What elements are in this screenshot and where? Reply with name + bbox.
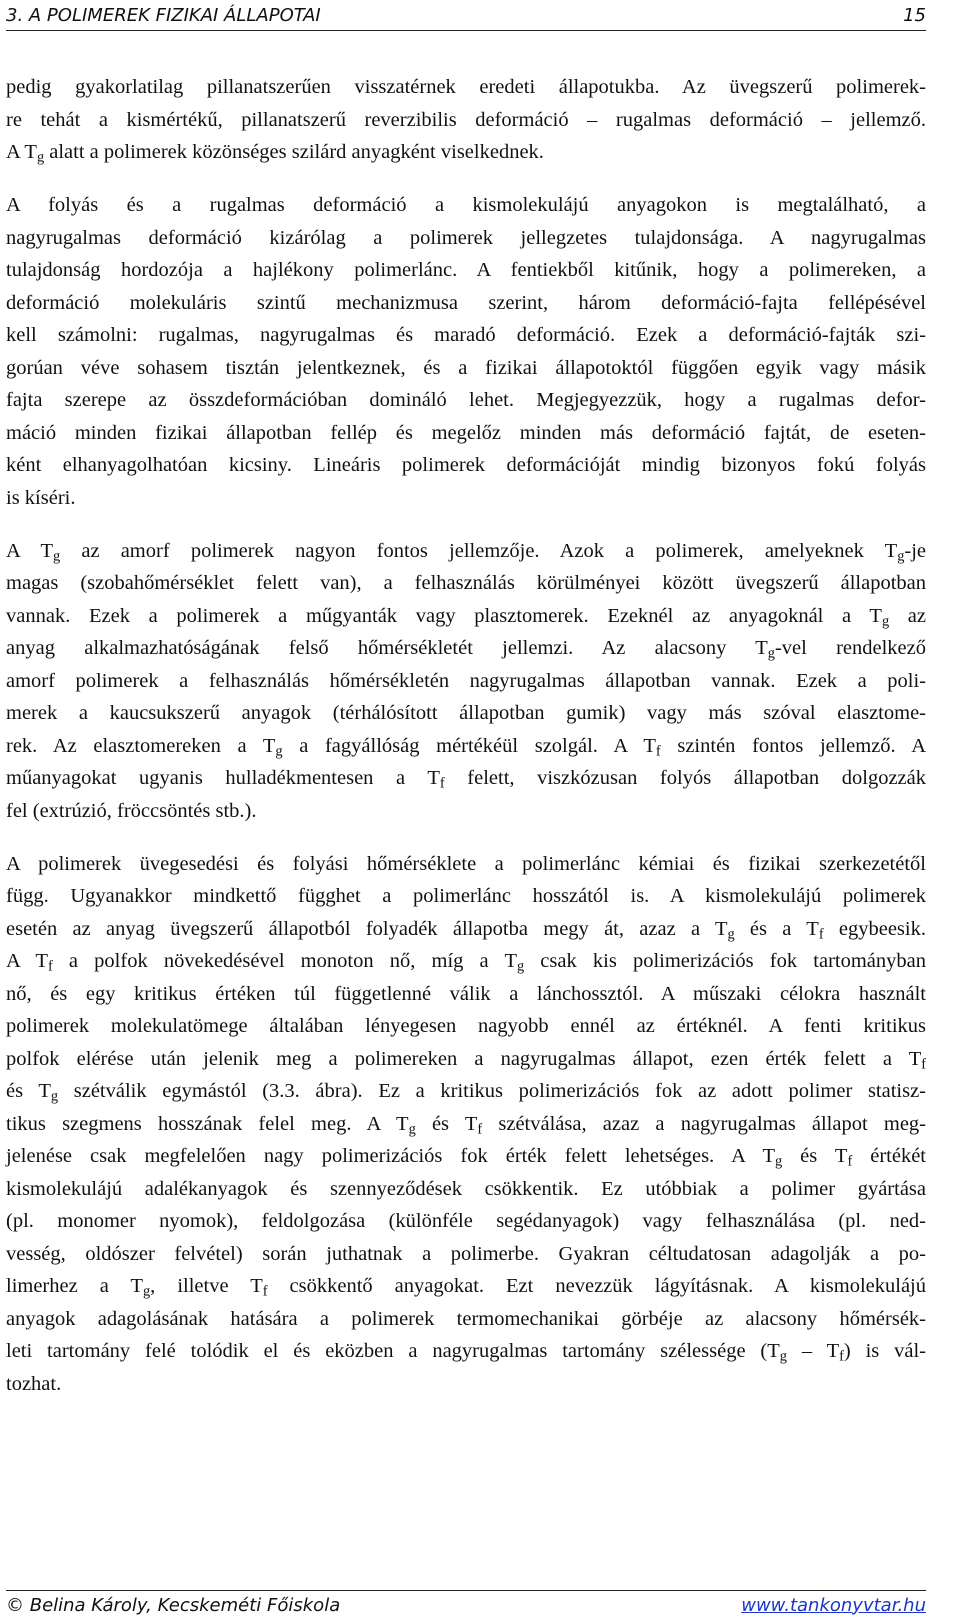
text-line: nő, és egy kritikus értéken túl függetlenné válik a lánchossztól. A műszaki célokra használt <box>6 982 926 1005</box>
text-line: deformáció molekuláris szintű mechanizmusa szerint, három deformáció-fajta fellépésével <box>6 291 926 314</box>
text-line: magas (szobahőmérséklet felett van), a felhasználás körülményei között üvegszerű állapotban <box>6 572 926 594</box>
text-line: A $T_g$ az amorf polimerek nagyon fontos jellemzője. Azok a polimerek, amelyeknek $T_g-je$ <box>6 539 926 565</box>
text-line: nagyrugalmas deformáció kizárólag a polimerek jellegzetes tulajdonsága. A nagyrugalmas <box>6 226 926 249</box>
text-line: tulajdonság hordozója a hajlékony polimerlánc. A fentiekből kitűnik, hogy a polimereken, a <box>6 259 926 281</box>
text-line: kell számolni: rugalmas, nagyrugalmas és maradó deformáció. Ezek a deformáció-fajták szi- <box>6 324 926 346</box>
text-line: A polimerek üvegesedési és folyási hőmérséklete a polimerlánc kémiai és fizikai szerkezetétől <box>6 852 926 875</box>
text-line: gorúan véve sohasem tisztán jelentkeznek, és a fizikai állapotoktól függően egyik vagy másik <box>6 356 926 379</box>
text-line: re tehát a kismértékű, pillanatszerű reverzibilis deformáció – rugalmas deformáció – jellemző. <box>6 108 926 131</box>
text-line: tozhat. <box>6 1372 62 1395</box>
text-line: függ. Ugyanakkor mindkettő függhet a polimerlánc hosszától is. A kismolekulájú polimerek <box>6 885 926 907</box>
text-line: vannak. Ezek a polimerek a műgyanták vagy plasztomerek. Ezeknél az anyagoknál a $T_g$ az <box>6 604 927 630</box>
text-line: és $T_g$ szétválik egymástól (3.3. ábra). Ez a kritikus polimerizációs fok az adott polimer statisz- <box>6 1080 927 1105</box>
text-line: fel (extrúzió, fröccsöntés stb.). <box>6 799 257 822</box>
text-line: máció minden fizikai állapotban fellép és megelőz minden más deformáció fajtát, de eseten- <box>6 421 926 444</box>
paragraph <box>6 71 926 169</box>
page-footer <box>6 1590 926 1619</box>
text-line: ként elhanyagolhatóan kicsiny. Lineáris polimerek deformációját mindig bizonyos fokú folyás <box>6 454 926 476</box>
text-line: jelenése csak megfelelően nagy polimerizációs fok érték felett lehetséges. A $T_g$ és $T_f$ értékét <box>6 1145 927 1170</box>
text-line: fajta szerepe az összdeformációban domináló lehet. Megjegyezzük, hogy a rugalmas defor- <box>6 389 926 411</box>
text-line: tikus szegmens hosszának felel meg. A $T_g$ és $T_f$ szétválása, azaz a nagyrugalmas állapot meg- <box>6 1112 926 1138</box>
text-line: A folyás és a rugalmas deformáció a kismolekulájú anyagokon is megtalálható, a <box>6 194 926 216</box>
text-line: polimerek molekulatömege általában lényegesen nagyobb ennél az értéknél. A fenti kritikus <box>6 1015 926 1037</box>
text-line: limerhez a $T_g$, illetve $T_f$ csökkentő anyagokat. Ezt nevezzük lágyításnak. A kismolekulájú <box>6 1275 926 1300</box>
text-line: polfok elérése után jelenik meg a polimereken a nagyrugalmas állapot, ezen érték felett a $T_f$ <box>6 1047 926 1073</box>
text-line: esetén az anyag üvegszerű állapotból folyadék állapotba megy át, azaz a $T_g$ és a $T_f$ egybeesik. <box>6 917 926 943</box>
page-header <box>6 2 926 31</box>
paragraph <box>6 189 926 514</box>
paragraph <box>6 535 926 828</box>
text-line: anyag alkalmazhatóságának felső hőmérsékletét jellemzi. Az alacsony $T_g$-vel rendelkező <box>6 637 926 662</box>
text-line: merek a kaucsukszerű anyagok (térhálósított állapotban gumik) vagy más szóval elasztome- <box>6 702 926 724</box>
page-number: 15 <box>903 5 926 26</box>
text-line: (pl. monomer nyomok), feldolgozása (különféle segédanyagok) vagy felhasználása (pl. ned- <box>6 1210 926 1232</box>
website-link[interactable]: www.tankonyvtar.hu <box>741 1594 926 1616</box>
paragraph <box>6 848 926 1401</box>
text-line: A $T_f$ a polfok növekedésével monoton nő, míg a $T_g$ csak kis polimerizációs fok tartományban <box>6 950 926 975</box>
text-line: is kíséri. <box>6 486 76 509</box>
text-line: rek. Az elasztomereken a $T_g$ a fagyállóság mértékéül szolgál. A $T_f$ szintén fontos jellemző. A <box>6 734 926 760</box>
text-line: vesség, oldószer felvétel) során juthatnak a polimerbe. Gyakran céltudatosan adagolják a po- <box>6 1242 926 1265</box>
text-line: kismolekulájú adalékanyagok és szennyeződések csökkentik. Ez utóbbiak a polimer gyártása <box>6 1177 926 1200</box>
text-line: amorf polimerek a felhasználás hőmérsékletén nagyrugalmas állapotban vannak. Ezek a poli- <box>6 669 926 692</box>
body-text <box>6 71 926 1400</box>
text-line: A $T_g$ alatt a polimerek közönséges szilárd anyagként viselkednek. <box>6 141 544 166</box>
text-line: pedig gyakorlatilag pillanatszerűen visszatérnek eredeti állapotukba. Az üvegszerű polimerek- <box>6 76 926 98</box>
copyright-notice: © Belina Károly, Kecskeméti Főiskola <box>6 1594 341 1616</box>
text-line: anyagok adagolásának hatására a polimerek termomechanikai görbéje az alacsony hőmérsék- <box>6 1307 926 1330</box>
text-line: műanyagokat ugyanis hulladékmentesen a $T_f$ felett, viszkózusan folyós állapotban dolgozzák <box>6 767 927 792</box>
text-line: leti tartomány felé tolódik el és eközben a nagyrugalmas tartomány szélessége $(T_g - T_f)$ is vál- <box>6 1340 927 1365</box>
chapter-title: 3. A POLIMEREK FIZIKAI ÁLLAPOTAI <box>6 5 321 26</box>
